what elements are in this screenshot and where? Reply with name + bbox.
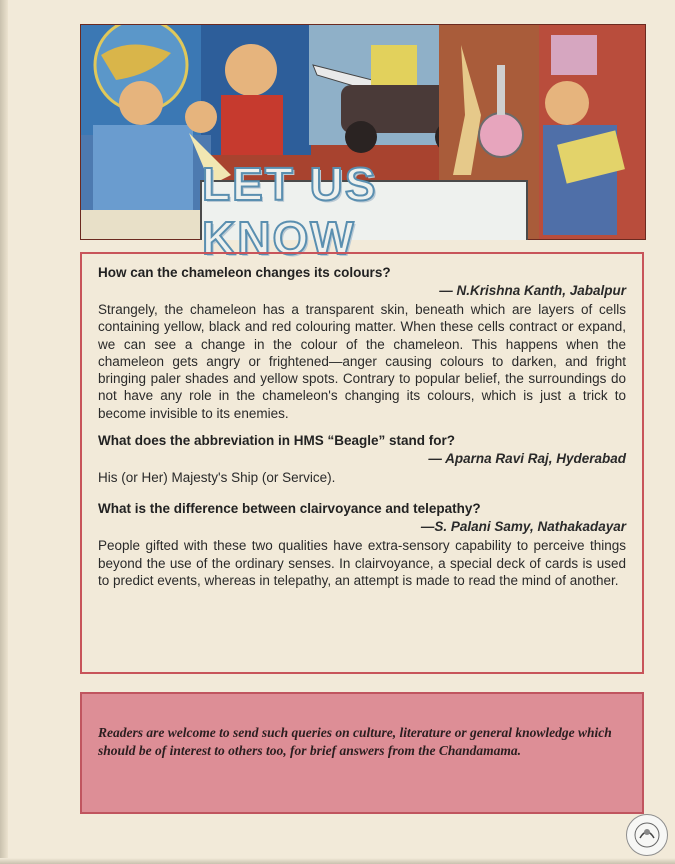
- readers-note-box: [80, 692, 644, 814]
- answer-text: People gifted with these two qualities have extra-sensory capability to perceive things beyond the use of the ordinary senses. In clairvoyance, a special deck of cards is used to predict events, whereas in telepathy, an attempt is made to read the mind of another.: [98, 538, 626, 588]
- qa-item: [98, 500, 626, 589]
- question-text: What does the abbreviation in HMS “Beagle” stand for?: [98, 433, 456, 449]
- page-edge: [0, 0, 8, 864]
- question-text: How can the chameleon changes its colours?: [98, 265, 391, 280]
- asker-credit: — Aparna Ravi Raj, Hyderabad: [428, 451, 626, 467]
- asker-credit: — N.Krishna Kanth, Jabalpur: [439, 283, 626, 298]
- question-text: What is the difference between clairvoyance and telepathy?: [98, 501, 481, 517]
- qa-item: [98, 264, 626, 422]
- qa-item: [98, 432, 626, 486]
- answer-text: His (or Her) Majesty's Ship (or Service).: [98, 470, 336, 486]
- page-title: LET US KNOW: [202, 158, 378, 264]
- section-title-banner: [200, 158, 528, 264]
- page-edge-bottom: [0, 858, 675, 864]
- publisher-logo-icon: [626, 814, 668, 856]
- asker-credit: —S. Palani Samy, Nathakadayar: [420, 519, 626, 535]
- readers-note-text: Readers are welcome to send such queries on culture, literature or general knowledge which should be of interest to others too, for brief answers from the Chandamama.: [98, 725, 612, 758]
- answer-text: Strangely, the chameleon has a transparent skin, beneath which are layers of cells containing yellow, black and red colouring matter. When these cells contract or expand, we can see a change in the colour of the chameleon. This happens when the chameleon gets angry or frightened—anger causing colours to darken, and fright bringing paler shades and yellow spots. Contrary to popular belief, the surroundings do not have any role in the chameleon's changing its colours, which is just a trick to become invisible to its enemies.: [98, 302, 626, 421]
- questions-panel: [80, 252, 644, 674]
